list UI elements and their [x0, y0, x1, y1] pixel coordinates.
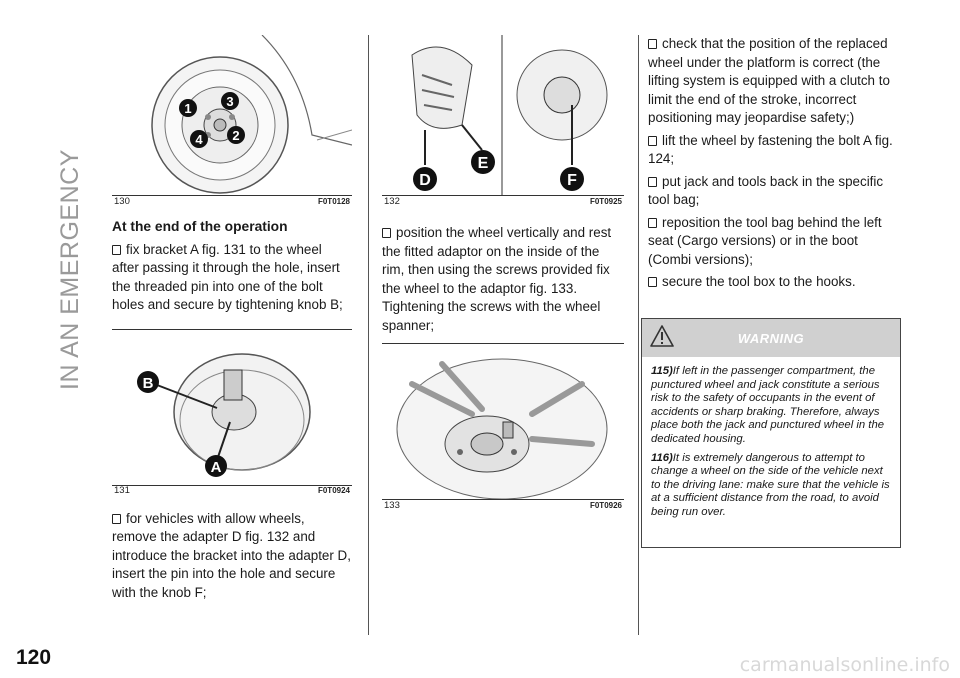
bullet-icon — [382, 228, 391, 238]
svg-text:E: E — [477, 155, 489, 172]
section-title: IN AN EMERGENCY — [56, 149, 84, 390]
figure-number: 130 — [114, 195, 130, 207]
warning-body — [642, 357, 900, 520]
instruction-item: fix bracket A fig. 131 to the wheel after passing it through the hole, insert the threaded pin into one of the bolt holes and secure by tightening knob B; — [112, 241, 343, 312]
callout-3 — [221, 92, 239, 110]
alloy-adapter-illustration — [382, 35, 624, 195]
wheel-on-adapter-illustration — [382, 344, 624, 499]
spare-wheel-bracket-illustration — [112, 330, 352, 485]
figure-code: F0T0926 — [589, 500, 622, 510]
wheel-bolts-illustration — [112, 35, 352, 195]
instruction-item: put jack and tools back in the specific tool bag; — [648, 173, 884, 207]
warning-note: 116)It is extremely dangerous to attempt to change a wheel on the side of the vehicle next to the driving lane: make sure that the vehicle is at a sufficient distance from the road, to avoid being run over. — [651, 451, 890, 518]
column-divider — [638, 35, 639, 635]
instruction-item: secure the tool box to the hooks. — [648, 273, 900, 292]
bullet-icon — [648, 39, 657, 49]
callout-2 — [227, 126, 245, 144]
svg-text:1: 1 — [184, 101, 192, 116]
section-heading: At the end of the operation — [112, 219, 288, 234]
warning-title: WARNING — [737, 331, 805, 346]
figure-number: 131 — [114, 485, 130, 496]
bullet-icon — [648, 136, 657, 146]
instruction-item: reposition the tool bag behind the left seat (Cargo versions) or in the boot (Combi versions); — [648, 214, 882, 267]
warning-header — [642, 319, 900, 357]
bullet-icon — [648, 277, 657, 287]
callout-4 — [190, 130, 208, 148]
page-number: 120 — [16, 646, 52, 669]
svg-text:A: A — [210, 458, 222, 476]
figure-code: F0T0924 — [317, 486, 350, 495]
figure-code: F0T0925 — [589, 196, 622, 206]
instruction-item: position the wheel vertically and rest the fitted adaptor on the inside of the rim, then using the screws provided fix the wheel to the adaptor fig. 133. Tightening the screws with the wheel spanner; — [382, 225, 612, 333]
bullet-icon — [112, 245, 121, 255]
svg-text:3: 3 — [226, 94, 234, 109]
bullet-icon — [648, 177, 657, 187]
svg-text:2: 2 — [232, 128, 240, 143]
callout-d — [413, 167, 437, 191]
callout-f — [560, 167, 584, 191]
callout-b — [137, 371, 159, 393]
footer-watermark: carmanualsonline.info — [739, 654, 950, 676]
instruction-item: for vehicles with allow wheels, remove the adapter D fig. 132 and introduce the bracket into the adapter D, insert the pin into the hole and secure with the knob F; — [112, 510, 351, 600]
column-divider — [368, 35, 369, 635]
figure-130 — [112, 35, 352, 207]
figure-number: 132 — [384, 195, 400, 207]
figure-133 — [382, 343, 624, 511]
bullet-icon — [112, 514, 121, 524]
figure-number: 133 — [384, 499, 400, 511]
svg-text:F: F — [567, 172, 577, 189]
svg-text:D: D — [419, 172, 431, 189]
figure-132 — [382, 35, 624, 207]
figure-code: F0T0128 — [317, 196, 350, 206]
column-1 — [112, 35, 352, 606]
svg-text:B: B — [142, 374, 154, 392]
instruction-item: lift the wheel by fastening the bolt A fig. 124; — [648, 132, 893, 166]
callout-1 — [179, 99, 197, 117]
warning-note: 115)If left in the passenger compartment, the punctured wheel and jack constitute a serious risk to the safety of occupants in the event of accidents or sharp braking. Therefore, always place both the jack and punctured wheel in the dedicated housing. — [651, 365, 885, 445]
instruction-item: check that the position of the replaced wheel under the platform is correct (the lifting system is equipped with a clutch to limit the end of the stroke, incorrect positioning may jeopardise safety;) — [648, 36, 890, 125]
svg-text:4: 4 — [195, 132, 203, 147]
bullet-icon — [648, 218, 657, 228]
callout-e — [471, 150, 495, 174]
figure-131 — [112, 329, 352, 496]
column-2 — [382, 35, 624, 511]
warning-box — [641, 318, 901, 548]
callout-a — [205, 455, 227, 477]
column-3 — [648, 35, 900, 296]
